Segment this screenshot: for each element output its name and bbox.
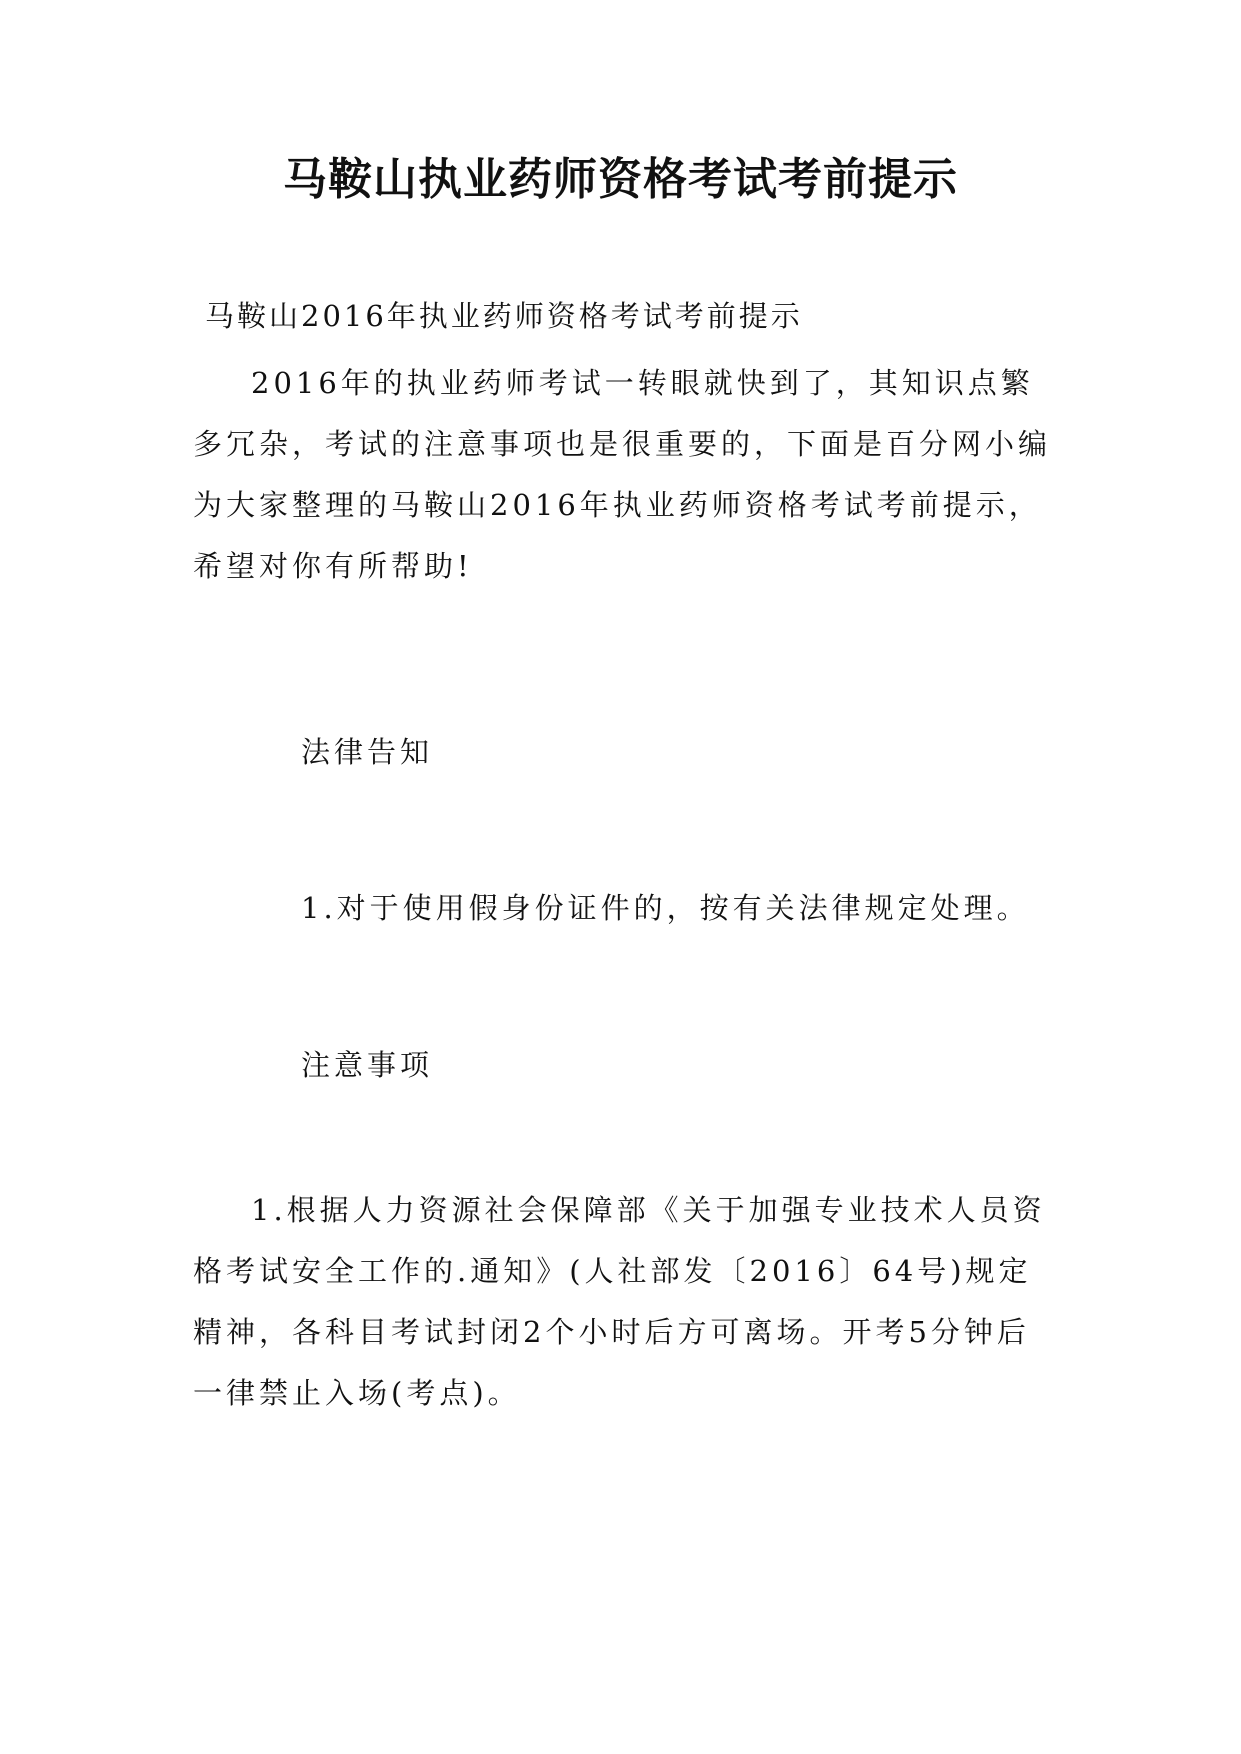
section-heading-legal: 法律告知 <box>301 735 434 769</box>
document-title: 马鞍山执业药师资格考试考前提示 <box>283 154 958 205</box>
document-subtitle: 马鞍山2016年执业药师资格考试考前提示 <box>205 299 803 333</box>
intro-paragraph: 2016年的执业药师考试一转眼就快到了，其知识点繁多冗杂，考试的注意事项也是很重要的，下面是百分网小编为大家整理的马鞍山2016年执业药师资格考试考前提示，希望对你有所帮助! <box>193 366 1052 583</box>
section-heading-notes: 注意事项 <box>301 1048 434 1082</box>
notes-item-1: 1.根据人力资源社会保障部《关于加强专业技术人员资格考试安全工作的.通知》(人社部发〔2016〕64号)规定精神，各科目考试封闭2个小时后方可离场。开考5分钟后一律禁止入场(考点)。 <box>193 1193 1046 1410</box>
legal-item-1: 1.对于使用假身份证件的，按有关法律规定处理。 <box>301 891 1030 925</box>
